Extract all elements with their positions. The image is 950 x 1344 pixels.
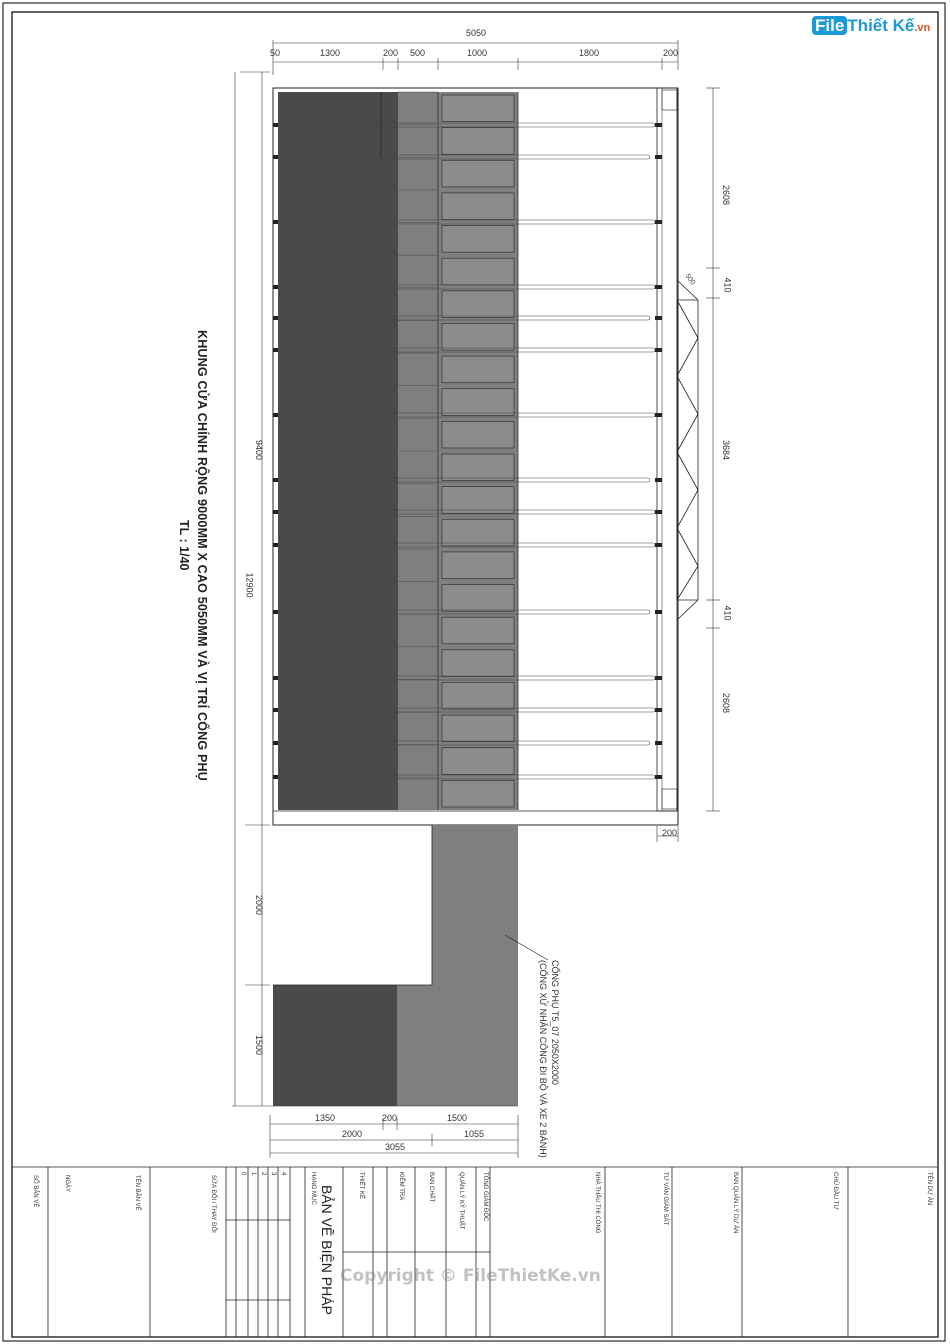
truss-diagonal [677, 300, 698, 338]
dim-bottom-3055: 3055 [385, 1142, 406, 1152]
gate-panel [442, 128, 514, 155]
post-cap-top [662, 90, 677, 110]
dim-right-410a: 410 [722, 277, 733, 293]
tb-ban-chat: BAN CHẤT [428, 1172, 434, 1203]
gate-panel [442, 226, 514, 253]
tb-tong-giam-doc: TỔNG GIÁM ĐỐC [482, 1172, 488, 1222]
gate-panel [442, 780, 514, 807]
tb-kiem-tra: KIỂM TRA [398, 1172, 404, 1201]
gate-panel [442, 585, 514, 612]
title-block-grid [12, 1167, 938, 1337]
watermark: Copyright © FileThietKe.vn [340, 1266, 601, 1286]
dim-left-1500: 1500 [254, 1034, 265, 1056]
tb-ten-du-an: TÊN DỰ ÁN [926, 1172, 932, 1206]
gate-panel [442, 519, 514, 546]
tb-nha-thau: NHÀ THẦU THI CÔNG [594, 1172, 600, 1234]
gate-elevation [273, 88, 698, 825]
dim-bottom-1350: 1350 [315, 1113, 336, 1123]
tb-ban-quan-ly: BAN QUẢN LÝ DỰ ÁN [732, 1172, 738, 1234]
wall-base-mid [397, 985, 518, 1106]
dim-right-2608a: 2608 [721, 184, 732, 206]
logo-suffix: .vn [914, 22, 931, 34]
gate-panel [442, 487, 514, 514]
dim-top-50: 50 [270, 48, 281, 58]
wall-base-dark [273, 985, 397, 1106]
tb-hang-muc: HẠNG MỤC [310, 1172, 316, 1205]
dim-top-500: 500 [410, 48, 426, 58]
dim-top-200b: 200 [663, 48, 679, 58]
gate-panel [442, 356, 514, 383]
side-truss [677, 280, 698, 620]
side-gate-opening [432, 825, 518, 985]
gate-panel [442, 454, 514, 481]
dim-bottom-1055: 1055 [464, 1129, 485, 1139]
gate-panel [442, 95, 514, 122]
truss-diagonal [677, 566, 698, 600]
tb-quan-ly-ky-thuat: QUẢN LÝ KỸ THUẬT [458, 1172, 464, 1230]
gate-panel [442, 421, 514, 448]
tb-so-ban-ve: SỐ BẢN VẼ [32, 1175, 38, 1208]
gate-panel [442, 291, 514, 318]
truss-diagonal [677, 452, 698, 490]
logo-text: Thiết Kế [847, 16, 915, 35]
dim-bottom-2000: 2000 [342, 1129, 363, 1139]
dim-right-500: 500 [683, 272, 697, 287]
gate-panel [442, 389, 514, 416]
gate-panel [442, 682, 514, 709]
lower-section [273, 825, 548, 1106]
dim-right-3684: 3684 [721, 439, 732, 461]
dim-bottom-1500: 1500 [447, 1113, 468, 1123]
site-logo [812, 16, 930, 36]
dim-right-200: 200 [662, 828, 678, 838]
gate-panel [442, 715, 514, 742]
gate-panel [442, 258, 514, 285]
dim-bottom-200: 200 [382, 1113, 398, 1123]
tb-thiet-ke: THIẾT KẾ [358, 1172, 364, 1199]
tb-ten-ban-ve: TÊN BẢN VẼ [134, 1175, 140, 1211]
truss-diagonal [677, 414, 698, 452]
gate-panel [442, 160, 514, 187]
truss-diagonal [677, 376, 698, 414]
dim-left-9400: 9400 [254, 439, 265, 461]
tb-chu-dau-tu: CHỦ ĐẦU TƯ [832, 1172, 838, 1210]
truss-diagonal [677, 338, 698, 376]
dim-right-410b: 410 [722, 605, 733, 621]
gate-panel [442, 323, 514, 350]
title-text: KHUNG CỬA CHÍNH RỘNG 9000MM X CAO 5050MM VÀ VỊ TRÍ CỔNG PHỤ [195, 330, 209, 781]
post-cap-bottom [662, 789, 677, 809]
gate-leaf-dark [278, 92, 398, 810]
truss-diagonal [677, 490, 698, 528]
tb-ngay: NGÀY [64, 1175, 70, 1193]
dim-top-200a: 200 [383, 48, 399, 58]
tb-tu-van-giam-sat: TƯ VẤN GIÁM SÁT [662, 1172, 668, 1226]
gate-panel [442, 552, 514, 579]
tb-sua-doi: SỬA ĐỔI / THAY ĐỔI [210, 1175, 216, 1233]
dim-right-2608b: 2608 [721, 692, 732, 714]
dim-left-12900: 12900 [244, 572, 255, 598]
dim-top-1300: 1300 [320, 48, 341, 58]
tb-rev-row: 3 [270, 1172, 276, 1176]
dim-top-total: 5050 [466, 28, 487, 38]
dim-top-1000: 1000 [467, 48, 488, 58]
scale-text: TL : 1/40 [177, 520, 191, 571]
gate-note-line2: (CỔNG XỬ NHÂN CÔNG ĐI BỘ VÀ XE 2 BÁNH) [538, 960, 548, 1158]
gate-note-line1: CỔNG PHỤ T5_07 2050X2000 [550, 960, 560, 1085]
dim-top-1800: 1800 [579, 48, 600, 58]
gate-panel [442, 193, 514, 220]
tb-rev-row: 0 [240, 1172, 246, 1176]
gate-panel [442, 617, 514, 644]
tb-rev-row: 2 [260, 1172, 266, 1176]
logo-badge: File [812, 16, 847, 35]
gate-panel [442, 748, 514, 775]
dim-left-2000: 2000 [254, 894, 265, 916]
side-post [657, 88, 677, 811]
tb-rev-row: 4 [280, 1172, 286, 1176]
truss-diagonal [677, 528, 698, 566]
tb-rev-row: 1 [250, 1172, 256, 1176]
gate-panel [442, 650, 514, 677]
